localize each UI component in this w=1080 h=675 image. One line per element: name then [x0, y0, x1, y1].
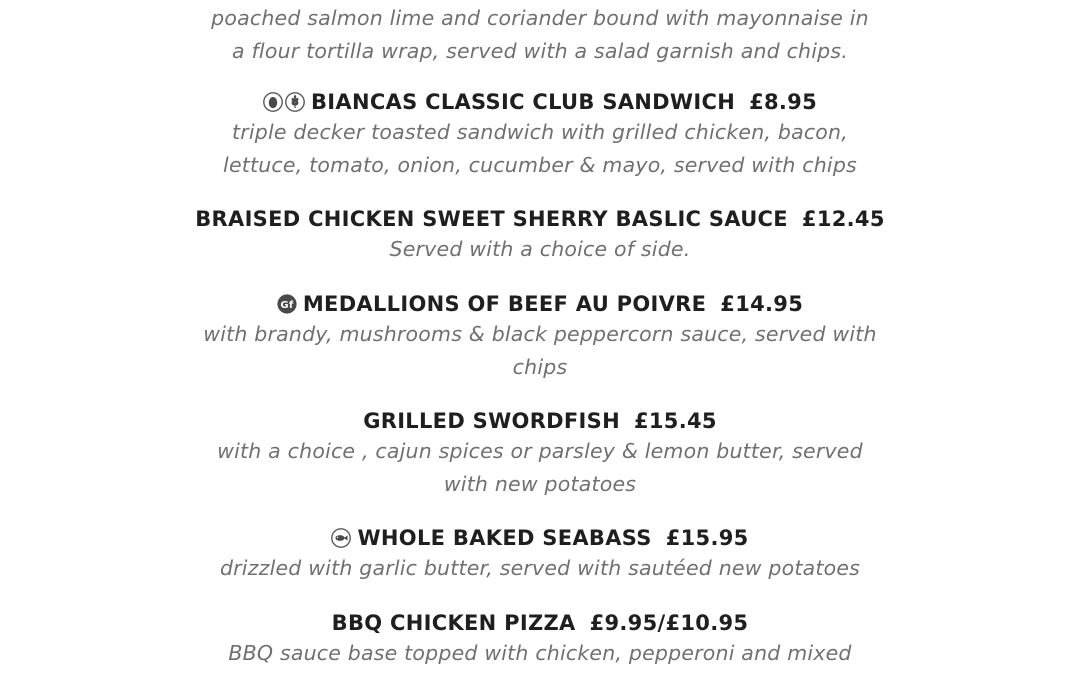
item-price: £14.95: [720, 292, 804, 316]
item-title: [363, 407, 717, 435]
menu-item-salmon-wrap: [0, 2, 1080, 68]
item-name: BBQ CHICKEN PIZZA: [331, 611, 576, 635]
item-title: [331, 524, 748, 552]
wheat-icon: [285, 92, 305, 112]
svg-text:Gf: Gf: [280, 300, 294, 311]
fish-icon: [331, 528, 351, 548]
item-name: BRAISED CHICKEN SWEET SHERRY BASLIC SAUCE: [195, 207, 788, 231]
item-description-line-1: with a choice , cajun spices or parsley & lemon butter, served: [217, 439, 863, 463]
item-name: GRILLED SWORDFISH: [363, 409, 620, 433]
item-description-line-2: with new potatoes: [443, 472, 637, 496]
menu-item-grilled-swordfish: [0, 407, 1080, 501]
item-price: £9.95/£10.95: [589, 611, 749, 635]
item-description-line-2: a flour tortilla wrap, served with a salad garnish and chips.: [232, 39, 848, 63]
dietary-icons: [277, 294, 297, 314]
dietary-icons: [331, 528, 351, 548]
item-description-line-2: lettuce, tomato, onion, cucumber & mayo, served with chips: [223, 153, 857, 177]
item-name: MEDALLIONS OF BEEF AU POIVRE: [302, 292, 707, 316]
item-description-line-1: triple decker toasted sandwich with grilled chicken, bacon,: [232, 120, 848, 144]
gluten-free-icon: [277, 294, 297, 314]
item-description-line-1: with brandy, mushrooms & black peppercorn sauce, served with: [203, 322, 877, 346]
menu-item-club-sandwich: [0, 88, 1080, 182]
menu-item-braised-chicken: [0, 205, 1080, 266]
item-price: £12.45: [801, 207, 885, 231]
item-title: [263, 88, 817, 116]
item-description-line-1: drizzled with garlic butter, served with sautéed new potatoes: [219, 556, 861, 580]
item-title: [277, 290, 803, 318]
item-name: BIANCAS CLASSIC CLUB SANDWICH: [310, 90, 736, 114]
item-price: £8.95: [749, 90, 818, 114]
egg-icon: [263, 92, 283, 112]
item-description-line-1: BBQ sauce base topped with chicken, pepperoni and mixed: [228, 641, 852, 665]
menu-item-bbq-chicken-pizza: [0, 609, 1080, 670]
item-price: £15.95: [665, 526, 749, 550]
menu-item-beef-medallions: [0, 290, 1080, 384]
item-description-line-1: poached salmon lime and coriander bound with mayonnaise in: [211, 6, 869, 30]
item-description-line-1: Served with a choice of side.: [389, 237, 691, 261]
item-title: [195, 205, 885, 233]
menu-item-whole-baked-seabass: [0, 524, 1080, 585]
item-name: WHOLE BAKED SEABASS: [357, 526, 652, 550]
dietary-icons: [263, 92, 305, 112]
item-title: [332, 609, 749, 637]
item-price: £15.45: [633, 409, 717, 433]
item-description-line-2: chips: [512, 355, 568, 379]
